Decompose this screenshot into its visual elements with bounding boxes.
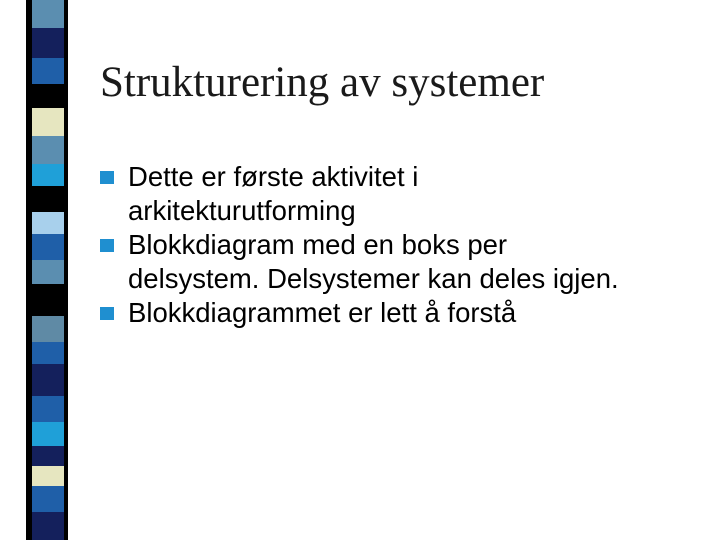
stripe-edge (64, 0, 68, 540)
square-bullet-icon (100, 239, 114, 252)
stripe-block (32, 136, 64, 164)
stripe-block (32, 58, 64, 84)
bullet-item-2 (100, 228, 710, 296)
stripe-block (32, 396, 64, 422)
bullet-3-line-1: Blokkdiagrammet er lett å forstå (128, 297, 517, 328)
stripe-block (32, 260, 64, 284)
bullet-1-line-2: arkitekturutforming (128, 195, 356, 226)
stripe-block (32, 84, 64, 108)
stripe-block (32, 108, 64, 136)
square-bullet-icon (100, 307, 114, 320)
bullet-item-1 (100, 160, 710, 228)
stripe-edge (26, 0, 32, 540)
stripe-block (32, 342, 64, 364)
bullet-item-3 (100, 296, 710, 330)
bullet-list (100, 160, 710, 330)
stripe-block (32, 466, 64, 486)
stripe-block (32, 364, 64, 396)
stripe-block (32, 316, 64, 342)
stripe-block (32, 486, 64, 512)
stripe-block (32, 164, 64, 186)
square-bullet-icon (100, 171, 114, 184)
bullet-2-line-2: delsystem. Delsystemer kan deles igjen. (128, 263, 619, 294)
stripe-block (32, 234, 64, 260)
stripe-block (32, 0, 64, 28)
stripe-block (32, 28, 64, 58)
stripe-block (32, 446, 64, 466)
stripe-block (32, 422, 64, 446)
slide-title: Strukturering av systemer (100, 59, 545, 106)
stripe-block (32, 186, 64, 212)
stripe-block (32, 512, 64, 540)
stripe-block (32, 212, 64, 234)
bullet-1-line-1: Dette er første aktivitet i (128, 161, 419, 192)
stripe-block (32, 284, 64, 316)
bullet-2-line-1: Blokkdiagram med en boks per (128, 229, 508, 260)
decorative-stripe (0, 0, 68, 540)
